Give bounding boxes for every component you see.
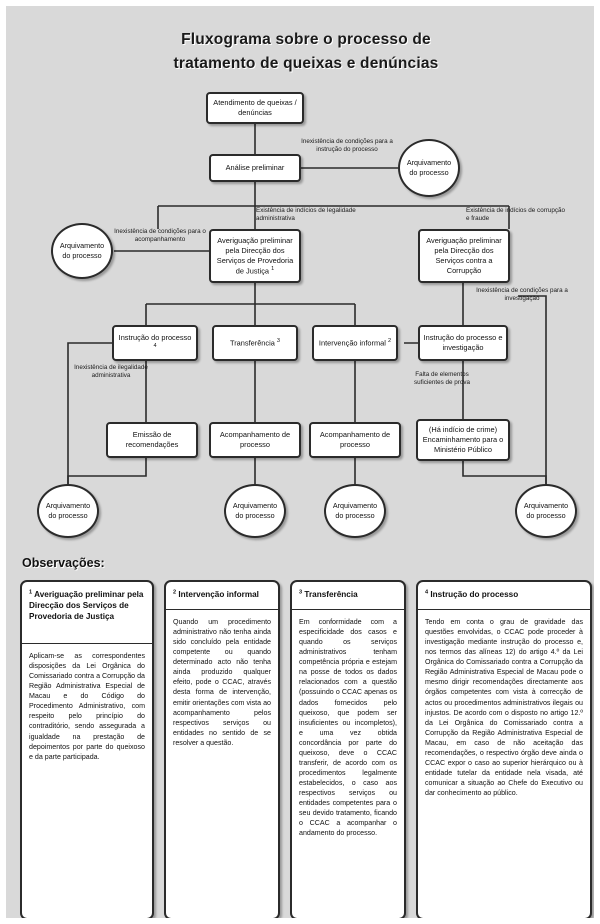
edge-label-indicios-legalidade: Existência de indícios de legalidade administrativa [256,207,356,222]
observations-section [14,552,598,924]
node-atendimento[interactable]: Atendimento de queixas / denúncias [206,92,304,124]
node-arquivamento-2[interactable]: Arquivamento do processo [51,223,113,279]
node-instrucao-investigacao[interactable]: Instrução do processo e investigação [418,325,508,361]
node-transferencia[interactable]: Transferência $^3$ [212,325,298,361]
page-title-line-2: tratamento de queixas e denúncias [173,55,439,73]
node-ministerio-publico[interactable]: (Há indício de crime) Encaminhamento para o Ministério Público [416,419,510,461]
observation-card-1-title: $^1$ Averiguação preliminar pela Direcção dos Serviços de Provedoria de Justiça [22,582,152,644]
node-analise-preliminar[interactable]: Análise preliminar [209,154,301,182]
node-arquivamento-1[interactable]: Arquivamento do processo [398,139,460,197]
node-instrucao-processo[interactable]: Instrução do processo $^4$ [112,325,198,361]
node-acompanhamento-2[interactable]: Acompanhamento de processo [309,422,401,458]
edge-label-inexistencia-acompanhamento: Inexistência de condições para o acompanhamento [114,228,206,243]
edge-label-inexistencia-investigacao: Inexistência de condições para a investigação [476,287,568,302]
observations-heading: Observações: [22,556,105,570]
node-arquivamento-4[interactable]: Arquivamento do processo [224,484,286,538]
observation-card-4-body: Tendo em conta o grau de gravidade das questões envolvidas, o CCAC pode proceder à investigação mediante instrução do processo e, nos termos das alíneas 12) do artigo 4.º da Lei Orgânica do Comissariado contra a Corrupção da Região Administrativa Especial de Macau pode o mesmo dirigir recomendações directamente aos órgãos competentes com vista à correcção de actos ou procedimentos administrativos ilegais ou injustos. De acordo com o disposto no artigo 12.º da Lei Orgânica do Comissariado contra a Corrupção da Região Administrativa Especial de Macau, em caso de não aceitação das recomendações, o respectivo órgão deve ainda o CCAC expor o caso ao superior hierárquico ou à entidade tutelar da entidade nela visada, até comunicar a situação ao Chefe do Executivo ou dar conhecimento ao público. [425,618,583,798]
observation-card-1 [20,580,154,920]
observation-card-3-body: Em conformidade com a especificidade dos casos e quando os serviços administrativos tenham competência própria e estejam na posse de todos os dados relacionados com a questão (possuindo o CCAC apenas os dados fornecidos pelo queixoso, que podem ser insuficientes ou incompletos), e uma vez obtida concordância por parte do queixoso, deve o CCAC transferir, de acordo com os procedimentos legalmente estabelecidos, o caso aos respectivos serviços ou entidades competentes para o seu devido tratamento, ficando o CCAC a acompanhar o andamento do processo. [299,618,397,838]
observation-card-3 [290,580,406,920]
node-averiguacao-corrupcao[interactable]: Averiguação preliminar pela Direcção dos Serviços contra a Corrupção [418,229,510,283]
node-arquivamento-3[interactable]: Arquivamento do processo [37,484,99,538]
observation-card-2 [164,580,280,920]
node-arquivamento-5[interactable]: Arquivamento do processo [324,484,386,538]
flowchart [6,6,600,552]
edge-label-inexistencia-instrucao: Inexistência de condições para a instrução do processo [301,138,393,153]
node-intervencao-informal[interactable]: Intervenção informal $^2$ [312,325,398,361]
observation-card-2-title: $^2$ Intervenção informal [166,582,278,610]
observation-card-4 [416,580,592,920]
flowchart-connectors [6,6,600,552]
edge-label-indicios-corrupcao: Existência de indícios de corrupção e fraude [466,207,566,222]
observation-card-1-body: Aplicam-se as correspondentes disposições da Lei Orgânica do Comissariado contra a Corrupção da Região Administrativa Especial de Macau e do Código do Procedimento Administrativo, com respeito pelo princípio do contraditório, sendo assegurada a igualdade na prestação de depoimentos por parte do queixoso e da parte participada. [29,652,145,761]
node-arquivamento-6[interactable]: Arquivamento do processo [515,484,577,538]
observation-card-2-body: Quando um procedimento administrativo não tenha ainda sido concluído pela entidade competente ou quando determinado acto não tenha ainda produzido qualquer efeito, pode o CCAC, através desta forma de intervenção, emitir orientações com vista ao acompanhamento pelos respectivos serviços ou entidades no sentido de se resolver a questão. [173,618,271,747]
observation-card-4-title: $^4$ Instrução do processo [418,582,590,610]
observation-card-3-title: $^3$ Transferência [292,582,404,610]
page-title-line-1: Fluxograma sobre o processo de [181,31,431,48]
edge-label-inexistencia-ilegalidade: Inexistência de ilegalidade administrativa [74,364,148,379]
node-acompanhamento-1[interactable]: Acompanhamento de processo [209,422,301,458]
edge-label-falta-elementos: Falta de elementos suficientes de prova [413,371,470,386]
node-averiguacao-provedoria[interactable]: Averiguação preliminar pela Direcção dos Serviços de Provedoria de Justiça $^1$ [209,229,301,283]
node-emissao-recomendacoes[interactable]: Emissão de recomendações [106,422,198,458]
